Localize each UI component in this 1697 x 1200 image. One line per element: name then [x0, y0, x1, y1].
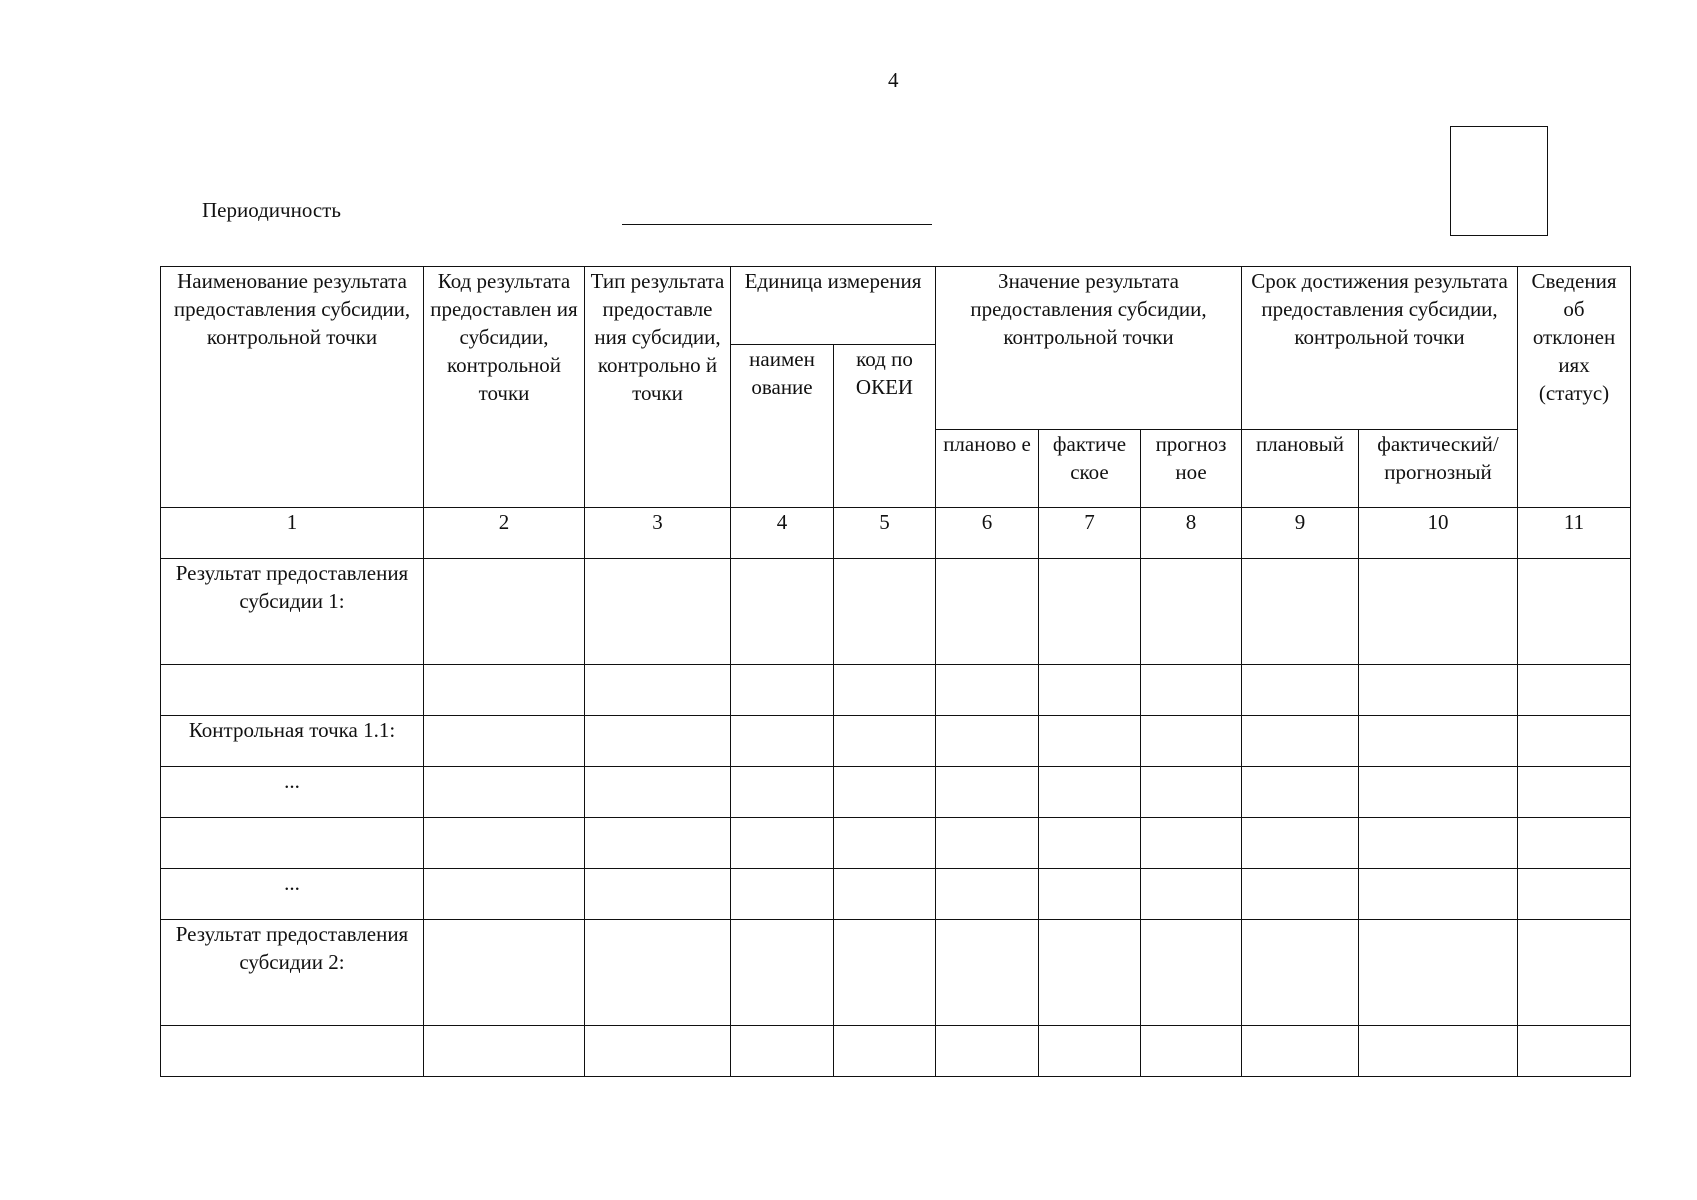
- column-number: 10: [1359, 508, 1518, 559]
- table-cell[interactable]: [731, 716, 834, 767]
- table-cell[interactable]: [1242, 869, 1359, 920]
- table-row: [161, 818, 1631, 869]
- table-row: [161, 1026, 1631, 1077]
- table-cell[interactable]: [424, 818, 585, 869]
- row-label[interactable]: Контрольная точка 1.1:: [161, 716, 424, 767]
- table-cell[interactable]: [1359, 665, 1518, 716]
- table-cell[interactable]: [585, 665, 731, 716]
- table-cell[interactable]: [1141, 1026, 1242, 1077]
- table-cell[interactable]: [1359, 869, 1518, 920]
- table-cell[interactable]: [585, 920, 731, 1026]
- table-cell[interactable]: [1039, 818, 1141, 869]
- table-cell[interactable]: [1141, 716, 1242, 767]
- table-cell[interactable]: [1518, 767, 1631, 818]
- column-number: 4: [731, 508, 834, 559]
- table-cell[interactable]: [1242, 920, 1359, 1026]
- table-cell[interactable]: [731, 559, 834, 665]
- periodicity-input-line[interactable]: [622, 224, 932, 225]
- column-number: 5: [834, 508, 936, 559]
- table-row: [161, 559, 1631, 665]
- page-number: 4: [888, 68, 899, 92]
- periodicity-label: Периодичность: [202, 198, 341, 222]
- table-row: [161, 716, 1631, 767]
- header-result-code: Код результата предоставлен ия субсидии, контрольной точки: [424, 267, 585, 508]
- header-deviation: Сведения об отклонен иях (статус): [1518, 267, 1631, 508]
- table-row: [161, 920, 1631, 1026]
- header-deadline-group: Срок достижения результата предоставления субсидии, контрольной точки: [1242, 267, 1518, 430]
- table-cell[interactable]: [1242, 716, 1359, 767]
- table-row: [161, 869, 1631, 920]
- table-cell[interactable]: [834, 1026, 936, 1077]
- table-body: [161, 559, 1631, 1077]
- table-cell[interactable]: [424, 767, 585, 818]
- table-cell[interactable]: [585, 716, 731, 767]
- row-label[interactable]: ...: [161, 767, 424, 818]
- row-label[interactable]: Результат предоставления субсидии 1:: [161, 559, 424, 665]
- table-cell[interactable]: [1039, 1026, 1141, 1077]
- table-cell[interactable]: [936, 920, 1039, 1026]
- table-cell[interactable]: [585, 818, 731, 869]
- table-cell[interactable]: [1141, 818, 1242, 869]
- row-label[interactable]: [161, 1026, 424, 1077]
- column-number: 6: [936, 508, 1039, 559]
- column-number: 2: [424, 508, 585, 559]
- table-row: [161, 665, 1631, 716]
- row-label[interactable]: [161, 665, 424, 716]
- form-code-box: [1450, 126, 1548, 236]
- column-number: 8: [1141, 508, 1242, 559]
- table-cell[interactable]: [834, 767, 936, 818]
- table-cell[interactable]: [936, 767, 1039, 818]
- table-cell[interactable]: [1359, 767, 1518, 818]
- table-cell[interactable]: [1518, 559, 1631, 665]
- table-cell[interactable]: [834, 869, 936, 920]
- table-cell[interactable]: [1242, 665, 1359, 716]
- table-cell[interactable]: [1039, 920, 1141, 1026]
- table-cell[interactable]: [1518, 869, 1631, 920]
- header-value-planned: планово е: [936, 430, 1039, 508]
- header-unit-name: наимен ование: [731, 345, 834, 508]
- header-deadline-planned: плановый: [1242, 430, 1359, 508]
- table-cell[interactable]: [1141, 559, 1242, 665]
- header-result-type: Тип результата предоставле ния субсидии, контрольно й точки: [585, 267, 731, 508]
- table-cell[interactable]: [1359, 920, 1518, 1026]
- table-cell[interactable]: [424, 920, 585, 1026]
- table-cell[interactable]: [936, 1026, 1039, 1077]
- row-label[interactable]: [161, 818, 424, 869]
- table-cell[interactable]: [585, 869, 731, 920]
- table-cell[interactable]: [1518, 818, 1631, 869]
- table-cell[interactable]: [1039, 665, 1141, 716]
- row-label[interactable]: Результат предоставления субсидии 2:: [161, 920, 424, 1026]
- table-cell[interactable]: [1518, 716, 1631, 767]
- table-cell[interactable]: [1359, 818, 1518, 869]
- table-cell[interactable]: [585, 559, 731, 665]
- table-cell[interactable]: [1359, 1026, 1518, 1077]
- column-number-row: [161, 508, 1631, 559]
- table-cell[interactable]: [731, 767, 834, 818]
- column-number: 3: [585, 508, 731, 559]
- row-label[interactable]: ...: [161, 869, 424, 920]
- header-unit-okei: код по ОКЕИ: [834, 345, 936, 508]
- table-cell[interactable]: [936, 665, 1039, 716]
- table-cell[interactable]: [1141, 767, 1242, 818]
- table-cell[interactable]: [731, 920, 834, 1026]
- header-value-actual: фактиче ское: [1039, 430, 1141, 508]
- table-cell[interactable]: [424, 665, 585, 716]
- table-cell[interactable]: [936, 818, 1039, 869]
- table-cell[interactable]: [585, 767, 731, 818]
- header-result-name: Наименование результата предоставления субсидии, контрольной точки: [161, 267, 424, 508]
- table-cell[interactable]: [1039, 767, 1141, 818]
- table-cell[interactable]: [731, 818, 834, 869]
- table-cell[interactable]: [1242, 767, 1359, 818]
- table-cell[interactable]: [1359, 559, 1518, 665]
- table-cell[interactable]: [424, 1026, 585, 1077]
- table-cell[interactable]: [1141, 869, 1242, 920]
- table-cell[interactable]: [936, 869, 1039, 920]
- table-cell[interactable]: [834, 920, 936, 1026]
- table-cell[interactable]: [1141, 665, 1242, 716]
- table-cell[interactable]: [424, 559, 585, 665]
- column-number: 9: [1242, 508, 1359, 559]
- table-cell[interactable]: [834, 716, 936, 767]
- table-cell[interactable]: [936, 559, 1039, 665]
- column-number: 1: [161, 508, 424, 559]
- table-cell[interactable]: [834, 665, 936, 716]
- table-cell[interactable]: [834, 818, 936, 869]
- table-cell[interactable]: [1039, 869, 1141, 920]
- table-cell[interactable]: [1518, 665, 1631, 716]
- table-cell[interactable]: [1242, 818, 1359, 869]
- table-cell[interactable]: [834, 559, 936, 665]
- table-row: [161, 767, 1631, 818]
- header-deadline-actual: фактический/ прогнозный: [1359, 430, 1518, 508]
- header-unit-group: Единица измерения: [731, 267, 936, 345]
- header-value-group: Значение результата предоставления субсидии, контрольной точки: [936, 267, 1242, 430]
- table-cell[interactable]: [1359, 716, 1518, 767]
- table-cell[interactable]: [1242, 1026, 1359, 1077]
- table-cell[interactable]: [731, 665, 834, 716]
- table-cell[interactable]: [731, 869, 834, 920]
- table-cell[interactable]: [1518, 1026, 1631, 1077]
- table-cell[interactable]: [1141, 920, 1242, 1026]
- table-cell[interactable]: [585, 1026, 731, 1077]
- results-table: [160, 266, 1631, 1077]
- table-cell[interactable]: [731, 1026, 834, 1077]
- column-number: 11: [1518, 508, 1631, 559]
- column-number: 7: [1039, 508, 1141, 559]
- header-value-forecast: прогноз ное: [1141, 430, 1242, 508]
- table-cell[interactable]: [1039, 716, 1141, 767]
- table-cell[interactable]: [424, 869, 585, 920]
- table-cell[interactable]: [1242, 559, 1359, 665]
- table-cell[interactable]: [936, 716, 1039, 767]
- table-cell[interactable]: [1518, 920, 1631, 1026]
- table-cell[interactable]: [1039, 559, 1141, 665]
- table-cell[interactable]: [424, 716, 585, 767]
